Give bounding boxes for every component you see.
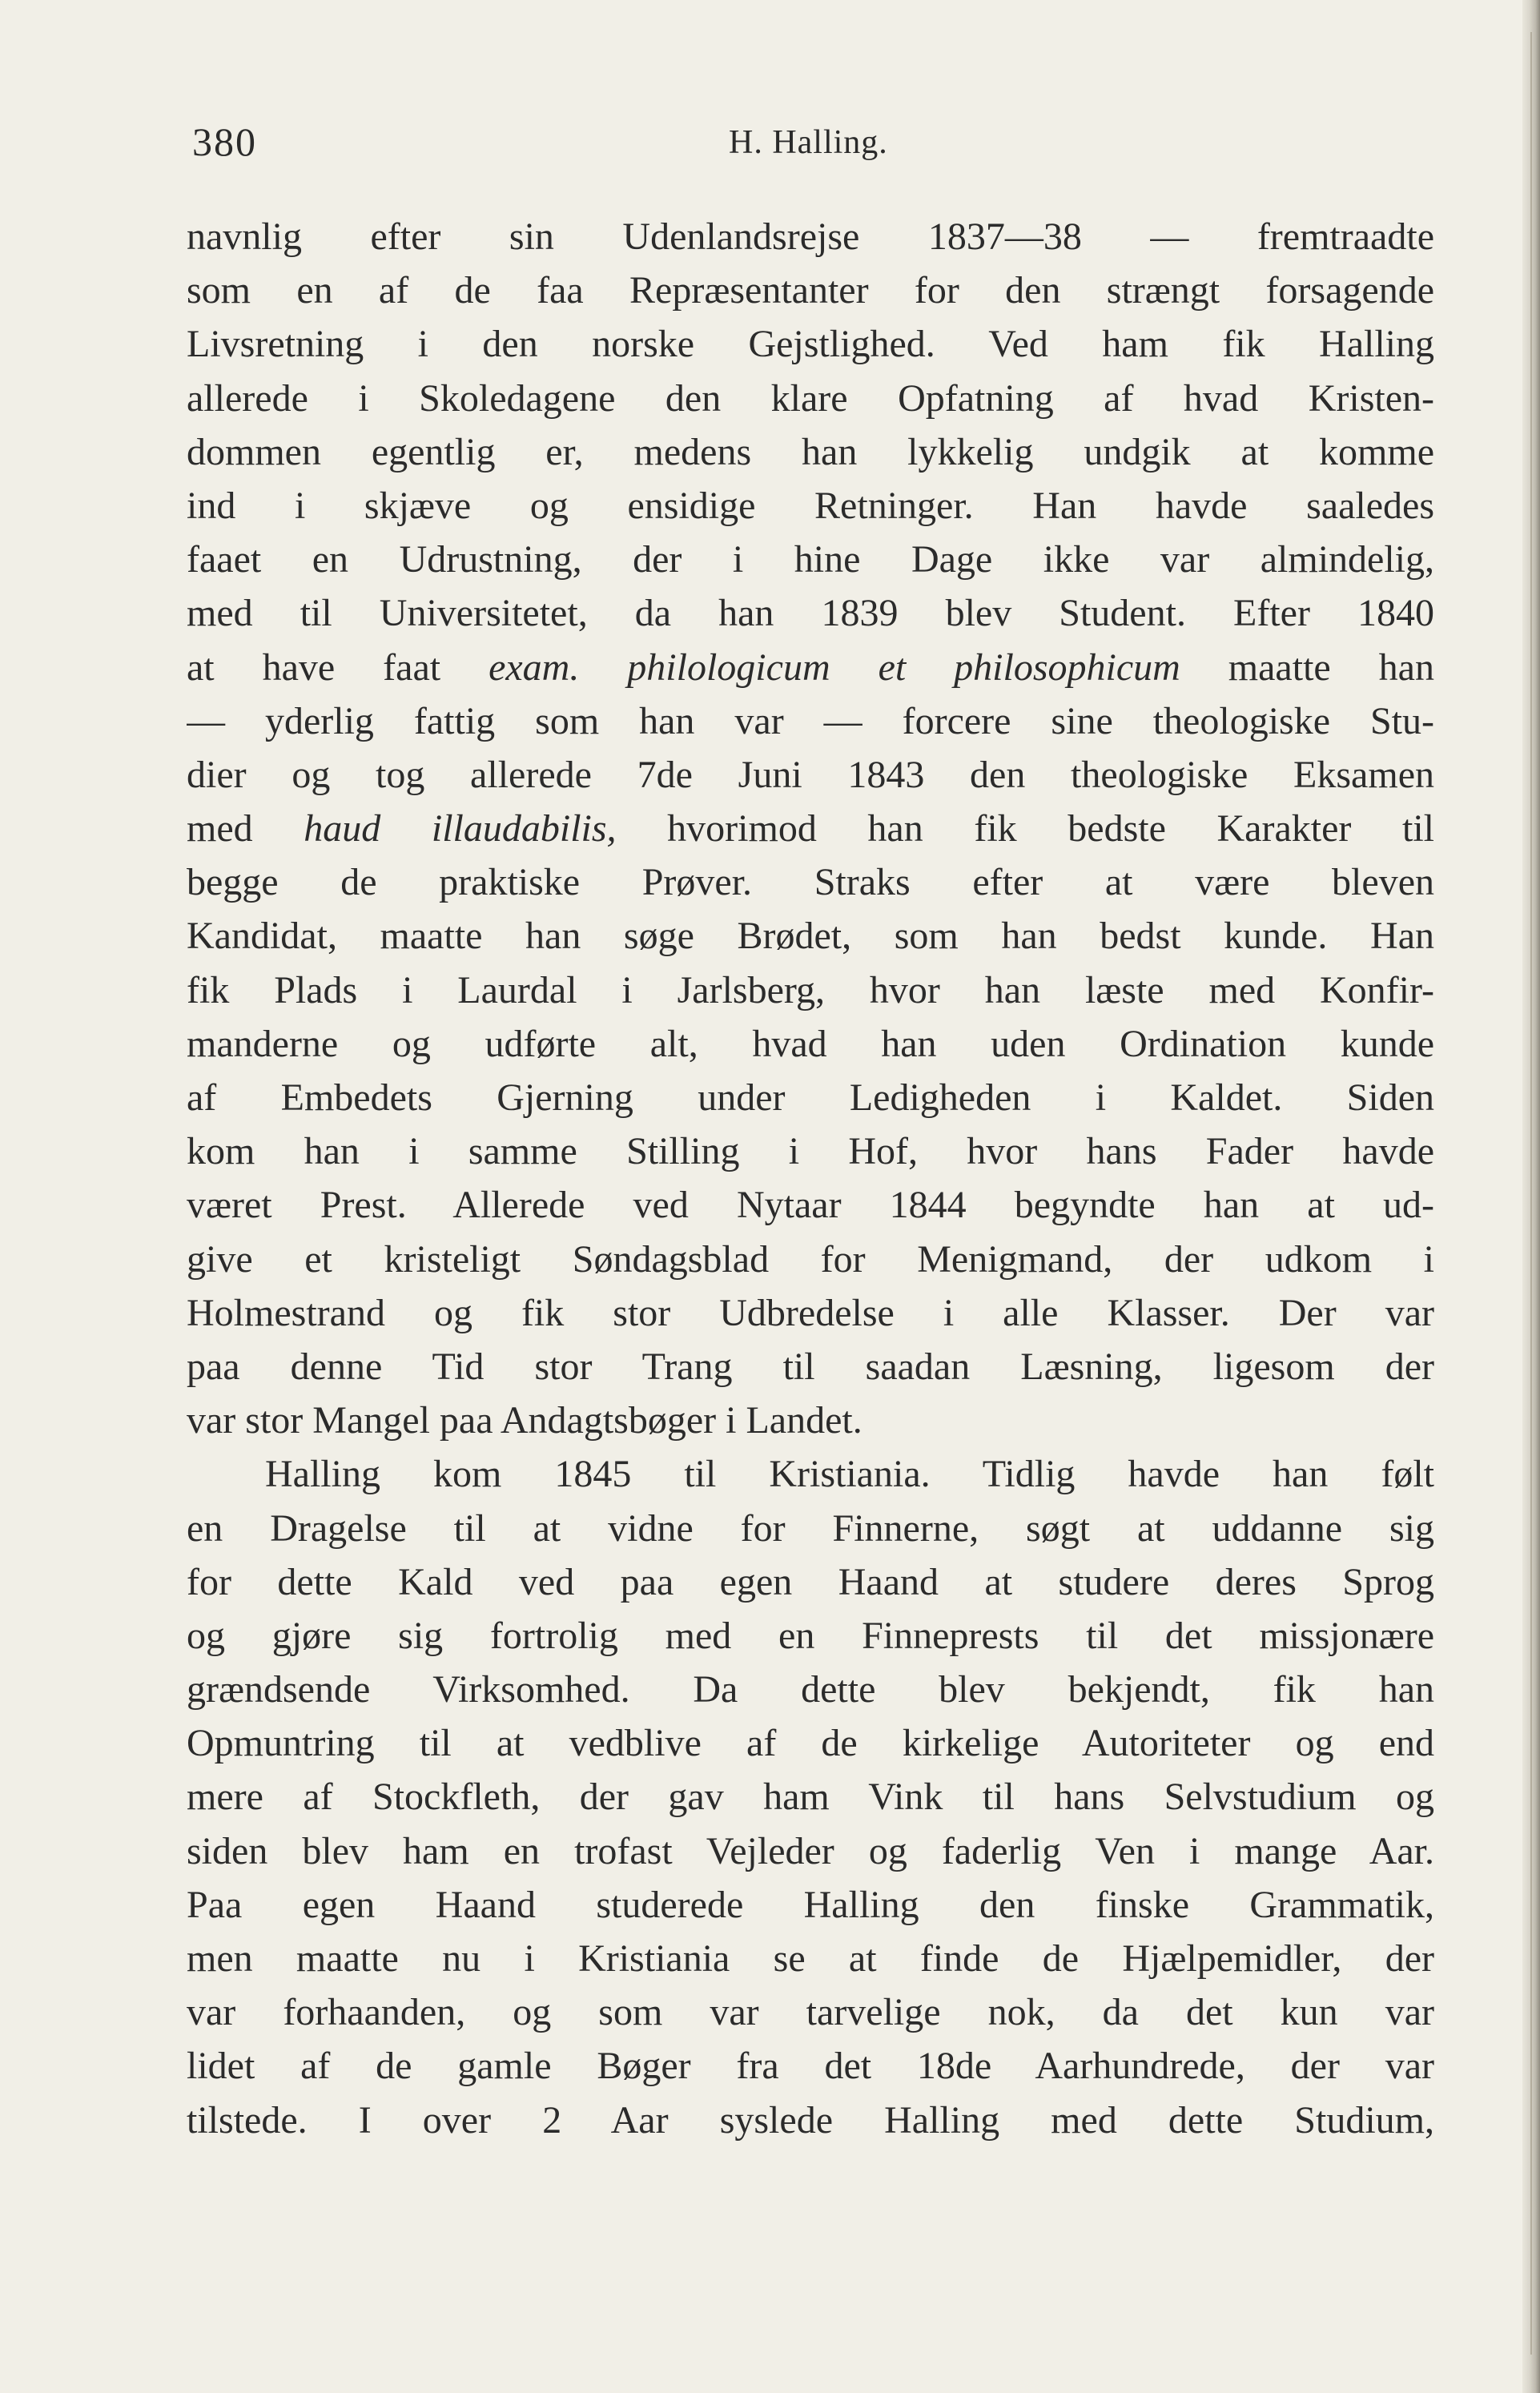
text-line: som en af de faa Repræsentanter for den strængt forsagende	[187, 269, 1434, 312]
text-line: Kandidat, maatte han søge Brødet, som han bedst kunde. Han	[187, 915, 1434, 958]
page-number: 380	[192, 119, 257, 164]
text-segment: maatte han	[1180, 646, 1434, 689]
text-line: og gjøre sig fortrolig med en Finneprests til det missjonære	[187, 1614, 1434, 1657]
text-line: dommen egentlig er, medens han lykkelig undgik at komme	[187, 430, 1434, 473]
text-line: var forhaanden, og som var tarvelige nok, da det kun var	[187, 1991, 1434, 2034]
italic-phrase: haud illaudabilis,	[304, 807, 617, 851]
text-line: manderne og udførte alt, hvad han uden Ordination kunde	[187, 1022, 1434, 1065]
text-line: faaet en Udrustning, der i hine Dage ikke var almindelig,	[187, 538, 1434, 581]
text-line: give et kristeligt Søndagsblad for Menigmand, der udkom i	[187, 1237, 1434, 1281]
text-line: lidet af de gamle Bøger fra det 18de Aarhundrede, der var	[187, 2045, 1434, 2088]
text-line: Halling kom 1845 til Kristiania. Tidlig havde han følt	[265, 1453, 1434, 1496]
text-line: en Dragelse til at vidne for Finnerne, søgt at uddanne sig	[187, 1506, 1434, 1550]
text-line: dier og tog allerede 7de Juni 1843 den theologiske Eksamen	[187, 753, 1434, 796]
text-line: begge de praktiske Prøver. Straks efter at være bleven	[187, 861, 1434, 904]
page-edge-line	[1530, 32, 1532, 2355]
text-line: mere af Stockfleth, der gav ham Vink til hans Selvstudium og	[187, 1776, 1434, 1819]
text-line: ind i skjæve og ensidige Retninger. Han havde saaledes	[187, 484, 1434, 527]
text-line: Livsretning i den norske Gejstlighed. Ved ham fik Halling	[187, 323, 1434, 366]
text-line: tilstede. I over 2 Aar syslede Halling med dette Studium,	[187, 2098, 1434, 2142]
text-line: siden blev ham en trofast Vejleder og faderlig Ven i mange Aar.	[187, 1829, 1434, 1872]
text-line: var stor Mangel paa Andagtsbøger i Landet.	[187, 1399, 862, 1442]
page-header	[192, 119, 1441, 175]
text-line: for dette Kald ved paa egen Haand at studere deres Sprog	[187, 1560, 1434, 1603]
text-line: paa denne Tid stor Trang til saadan Læsning, ligesom der	[187, 1345, 1434, 1388]
italic-phrase: exam. philologicum et philosophicum	[489, 646, 1180, 689]
text-line: allerede i Skoledagene den klare Opfatning af hvad Kristen-	[187, 376, 1434, 420]
text-line: navnlig efter sin Udenlandsrejse 1837—38 — fremtraadte	[187, 215, 1434, 258]
text-line: Paa egen Haand studerede Halling den finske Grammatik,	[187, 1883, 1434, 1926]
text-line: af Embedets Gjerning under Ledigheden i Kaldet. Siden	[187, 1076, 1434, 1119]
text-line: med til Universitetet, da han 1839 blev Student. Efter 1840	[187, 592, 1434, 635]
text-segment: hvorimod han fik bedste Karakter til	[616, 807, 1434, 851]
body-text	[187, 210, 1434, 2147]
text-segment: med	[187, 807, 304, 851]
text-line: — yderlig fattig som han var — forcere sine theologiske Stu-	[187, 699, 1434, 742]
text-line	[187, 641, 1434, 694]
text-line: grændsende Virksomhed. Da dette blev bekjendt, fik han	[187, 1668, 1434, 1711]
text-line	[187, 802, 1434, 855]
text-segment: at have faat	[187, 646, 489, 689]
text-line: Opmuntring til at vedblive af de kirkelige Autoriteter og end	[187, 1722, 1434, 1765]
text-line: men maatte nu i Kristiania se at finde de Hjælpemidler, der	[187, 1937, 1434, 1980]
running-head: H. Halling.	[729, 124, 888, 161]
text-line: fik Plads i Laurdal i Jarlsberg, hvor han læste med Konfir-	[187, 968, 1434, 1011]
text-line: Holmestrand og fik stor Udbredelse i alle Klasser. Der var	[187, 1291, 1434, 1334]
text-line: kom han i samme Stilling i Hof, hvor hans Fader havde	[187, 1130, 1434, 1173]
text-line: været Prest. Allerede ved Nytaar 1844 begyndte han at ud-	[187, 1184, 1434, 1227]
